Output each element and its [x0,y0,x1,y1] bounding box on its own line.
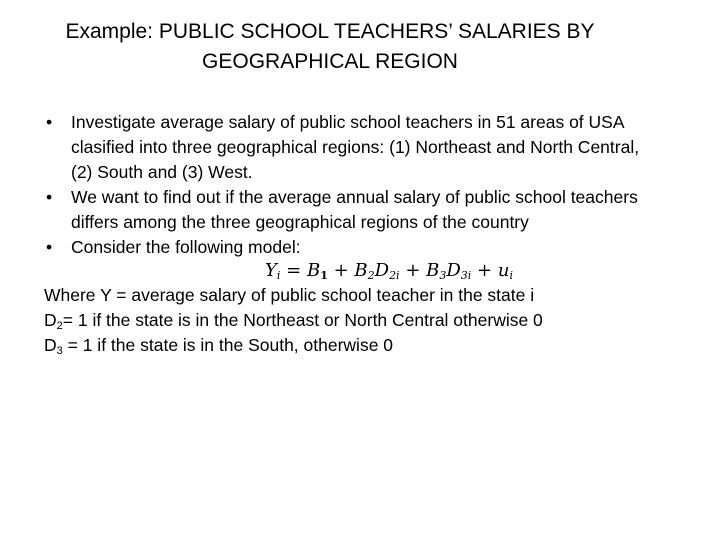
eq-d2: D [374,260,390,281]
eq-d3-sub: 3i [460,269,472,282]
bullet-list [44,110,654,260]
eq-b3: B [426,260,440,281]
y-definition: Where Y = average salary of public school teacher in the state i [44,285,535,305]
eq-plus-3: + [471,260,498,281]
bullet-item [44,185,654,235]
slide-title [0,17,660,77]
d3-label: D [44,335,57,355]
eq-y: Y [265,260,277,281]
regression-equation [44,258,654,283]
eq-b2-sub: 2 [367,269,375,282]
bullet-marker: • [46,237,53,257]
eq-plus-1: + [327,260,355,281]
d3-text: = 1 if the state is in the South, otherwise 0 [62,335,394,355]
eq-d2-sub: 2i [389,269,400,282]
d3-definition [44,333,654,358]
bullet-text: Investigate average salary of public school teachers in 51 areas of USA clasified into three geographical regions: (1) Northeast and North Central, (2) South and (3) West. [71,112,640,182]
eq-u: u [497,260,510,281]
title-line-1: Example: PUBLIC SCHOOL TEACHERS’ SALARIES BY [65,20,595,43]
bullet-marker: • [46,112,53,132]
d2-definition [44,308,654,333]
bullet-text: We want to find out if the average annual salary of public school teachers differs among the three geographical regions of the country [71,187,638,232]
d2-sub: 2 [56,320,63,332]
eq-d3: D [446,260,461,281]
d2-label: D [44,310,57,330]
d3-sub: 3 [56,345,63,357]
title-line-2: GEOGRAPHICAL REGION [202,50,458,73]
eq-b1: B [306,260,321,281]
eq-equals: = [280,260,307,281]
slide-body [44,110,654,390]
bullet-marker: • [46,187,53,207]
eq-y-sub: i [276,269,281,282]
eq-plus-2: + [399,260,427,281]
d2-text: = 1 if the state is in the Northeast or North Central otherwise 0 [62,310,543,330]
eq-u-sub: i [509,269,513,282]
eq-b1-sub: 1 [320,269,328,282]
eq-b3-sub: 3 [439,269,447,282]
bullet-item [44,110,654,185]
eq-b2: B [354,260,368,281]
bullet-item [44,235,654,260]
bullet-text: Consider the following model: [71,237,301,257]
